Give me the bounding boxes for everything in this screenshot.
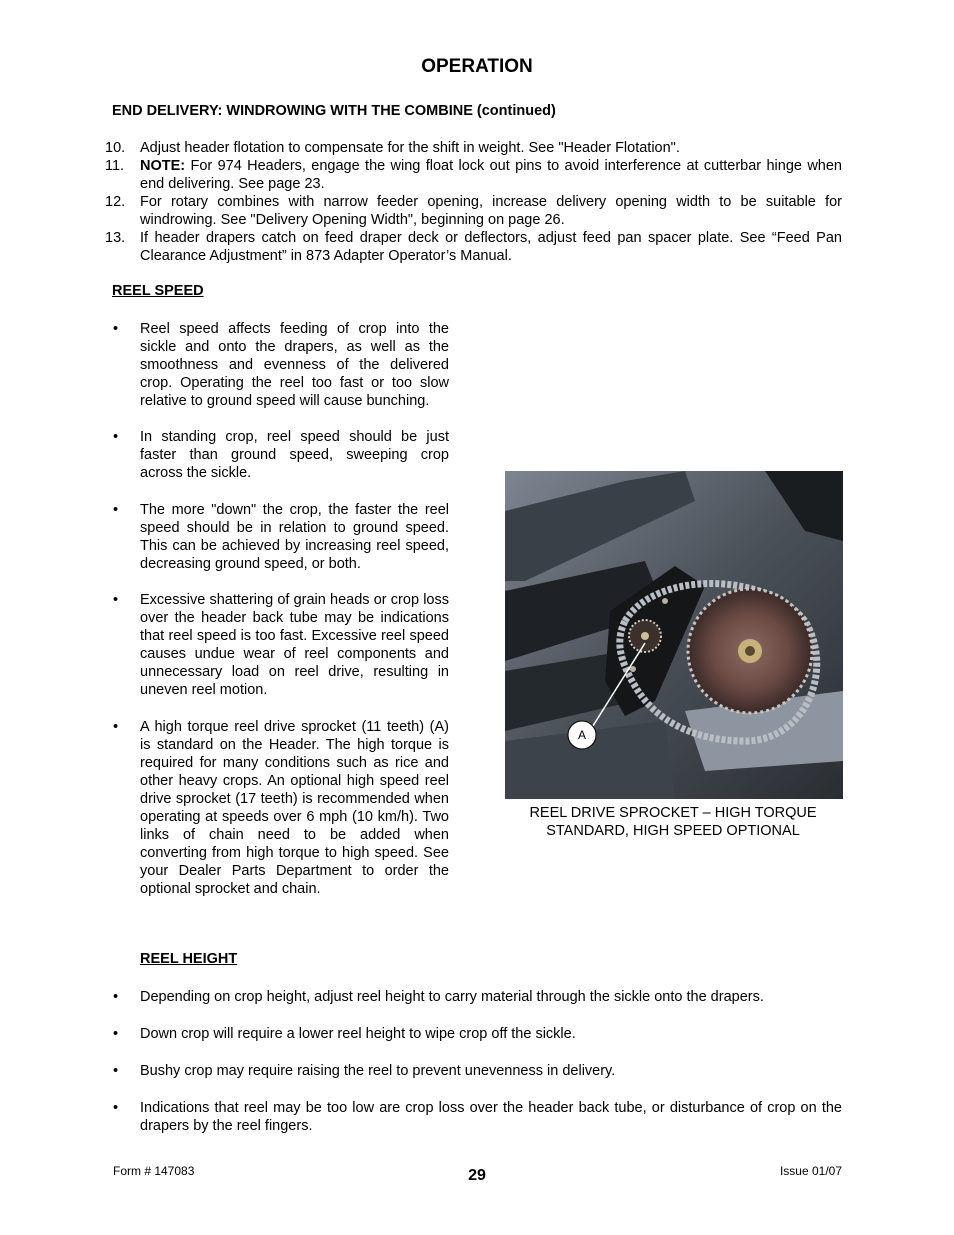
step-number: 12. [105,194,126,210]
bullet-text: Down crop will require a lower reel height to wipe crop off the sickle. [140,1026,576,1042]
reel-speed-heading: REEL SPEED [112,283,204,299]
bullet-text: A high torque reel drive sprocket (11 teeth) (A) is standard on the Header. The high torque is required for many conditions such as rice and other heavy crops. An optional high speed reel drive sprocket (17 teeth) is recommended when operating at speeds over 6 mph (10 km/h). Two links of chain need to be added when converting from high torque to high speed. See your Dealer Parts Department to order the optional sprocket and chain. [140,719,449,897]
step-number: 11. [105,158,125,174]
list-item [113,591,449,699]
page-title: OPERATION [421,56,533,77]
list-item [113,1062,842,1080]
caption-line: REEL DRIVE SPROCKET – HIGH TORQUE [529,805,817,821]
figure-caption [505,804,841,840]
step-text: Adjust header flotation to compensate for the shift in weight. See "Header Flotation". [140,140,680,156]
list-item [113,718,449,898]
bullet-text: In standing crop, reel speed should be just faster than ground speed, sweeping crop across the sickle. [140,429,449,481]
callout-label: A [577,728,587,742]
list-item [113,320,449,410]
caption-line: STANDARD, HIGH SPEED OPTIONAL [546,823,800,839]
bullet-icon: • [113,1026,119,1042]
note-label: NOTE: [140,158,186,174]
bullet-text: Excessive shattering of grain heads or crop loss over the header back tube may be indications that reel speed is too fast. Excessive reel speed causes undue wear of reel components and unnecessary load on reel drive, resulting in uneven reel motion. [140,592,449,698]
bullet-icon: • [113,1100,119,1116]
step-note-text: For 974 Headers, engage the wing float lock out pins to avoid interference at cutterbar hinge when end delivering. See page 23. [140,158,842,192]
step-number: 13. [105,230,126,246]
bullet-icon: • [113,429,119,445]
bullet-text: The more "down" the crop, the faster the reel speed should be in relation to ground speed. This can be achieved by increasing reel speed, decreasing ground speed, or both. [140,502,449,572]
issue-date: Issue 01/07 [779,1164,842,1178]
page-number: 29 [468,1167,486,1184]
bullet-icon: • [113,1063,119,1079]
list-item [113,988,842,1006]
bullet-icon: • [113,502,119,518]
list-item [113,1025,842,1043]
reel-drive-sprocket-photo [505,471,843,799]
step-item [105,193,842,229]
bullet-icon: • [113,321,119,337]
section-heading: END DELIVERY: WINDROWING WITH THE COMBINE (continued) [112,103,556,119]
step-text [140,157,842,193]
list-item [113,1099,842,1135]
bullet-text: Reel speed affects feeding of crop into the sickle and onto the drapers, as well as the smoothness and evenness of the delivered crop. Operating the reel too fast or too slow relative to ground speed will cause bunching. [140,321,449,409]
bullet-text: Bushy crop may require raising the reel to prevent unevenness in delivery. [140,1063,616,1079]
list-item [113,501,449,573]
bullet-text: Indications that reel may be too low are crop loss over the header back tube, or disturbance of crop on the drapers by the reel fingers. [140,1100,842,1134]
form-number: Form # 147083 [113,1164,195,1178]
step-text: If header drapers catch on feed draper deck or deflectors, adjust feed pan spacer plate. See “Feed Pan Clearance Adjustment” in 873 Adapter Operator’s Manual. [140,230,842,264]
step-item [105,139,842,157]
bullet-text: Depending on crop height, adjust reel height to carry material through the sickle onto the drapers. [140,989,764,1005]
step-item [105,229,842,265]
bullet-icon: • [113,592,119,608]
list-item [113,428,449,482]
reel-height-heading: REEL HEIGHT [140,951,238,967]
step-text: For rotary combines with narrow feeder opening, increase delivery opening width to be suitable for windrowing. See "Delivery Opening Width", beginning on page 26. [140,194,842,228]
bullet-icon: • [113,989,119,1005]
step-number: 10. [105,140,126,156]
step-item [105,157,842,193]
bullet-icon: • [113,719,119,735]
